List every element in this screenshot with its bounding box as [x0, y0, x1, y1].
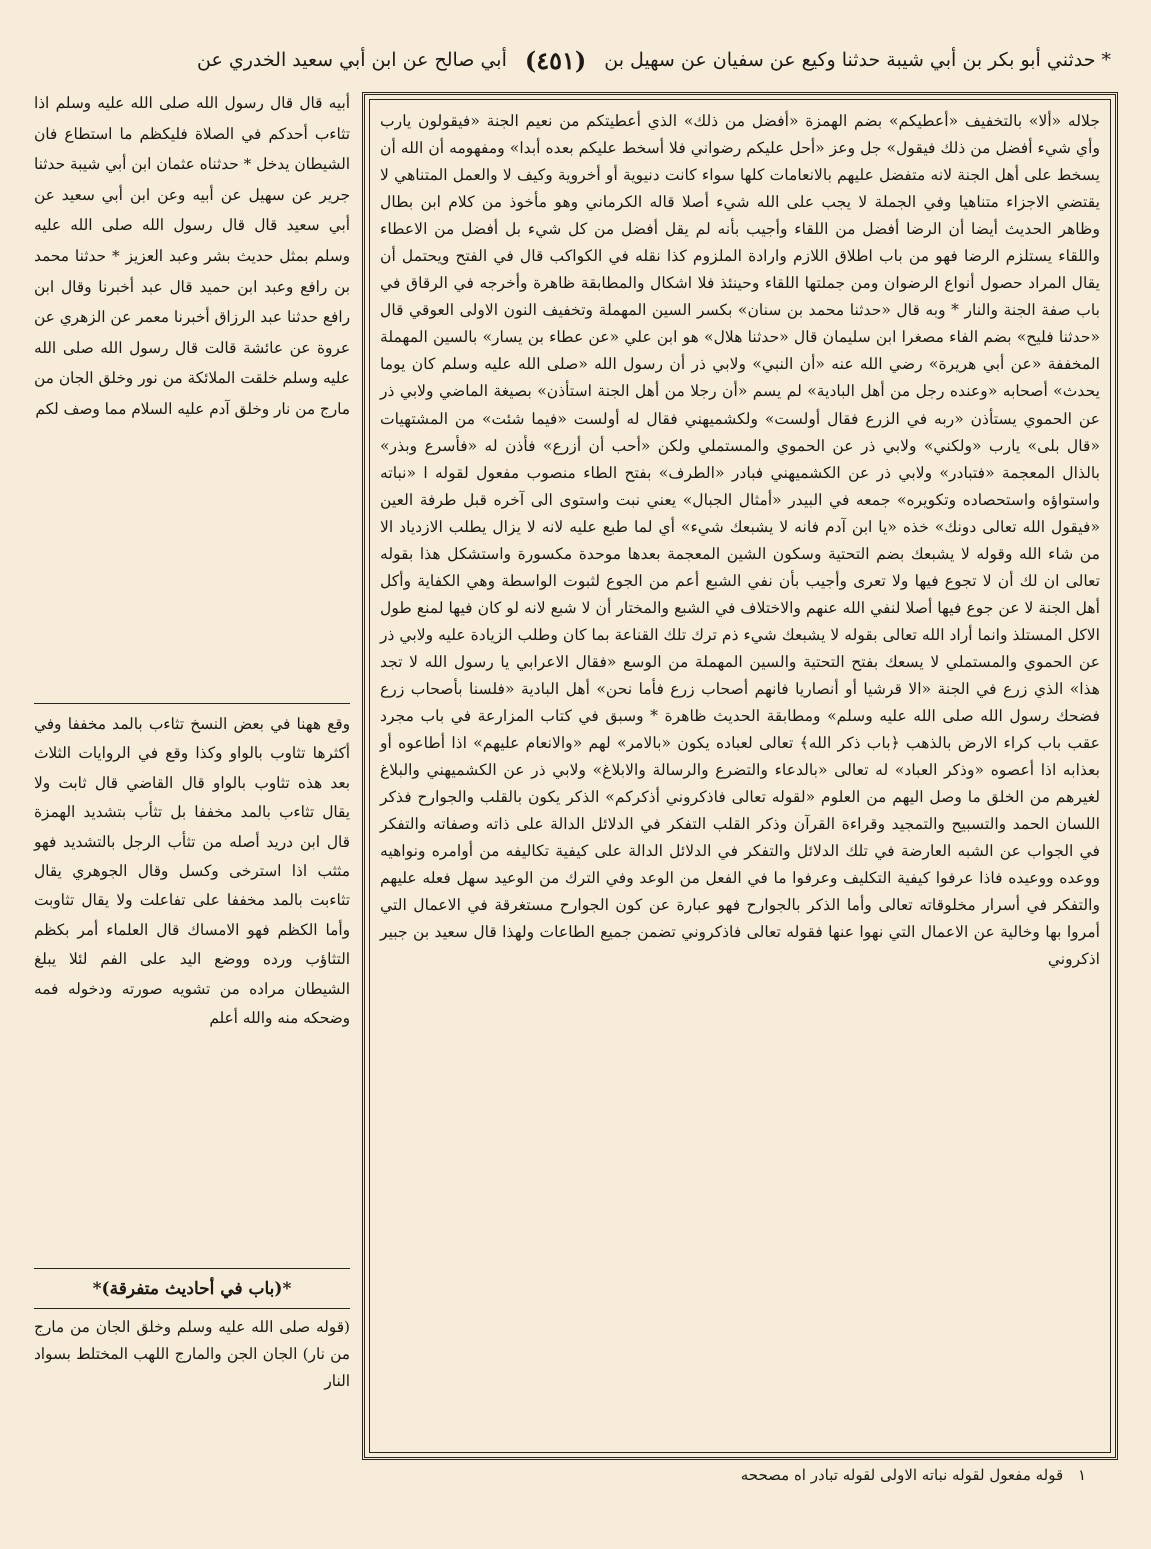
hadith-text: أبيه قال قال رسول الله صلى الله عليه وسلم اذا تثاءب أحدكم في الصلاة فليكظم ما استطاع فان الشيطان يدخل * حدثناه عثمان ابن أبي شيبة حدثنا جرير عن سهيل عن أبيه وعن ابن أبي سعيد عن أبي سعيد قال قال رسول الله صلى الله عليه وسلم بمثل حديث بشر وعبد العزيز * حدثنا محمد بن رافع وعبد ابن حميد قال عبد أخبرنا وقال ابن رافع حدثنا عبد الرزاق أخبرنا معمر عن الزهري عن عروة عن عائشة قالت قال رسول الله صلى الله عليه وسلم خلقت الملائكة من نور وخلق الجان من مارج من نار وخلق آدم عليه السلام مما وصف لكم [34, 94, 350, 418]
section-divider [34, 703, 350, 704]
chapter-divider-top [34, 1268, 350, 1269]
chapter-heading: *(باب في أحاديث متفرقة)* [92, 1279, 292, 1299]
nawawi-commentary-column [34, 710, 350, 1270]
side-note [34, 1314, 350, 1474]
commentary-frame [362, 92, 1118, 1460]
page-header [40, 36, 1111, 84]
page-number: (٤٥١) [524, 45, 587, 75]
nawawi-commentary-text: وقع ههنا في بعض النسخ تثاءب بالمد مخففا وفي أكثرها تثاوب بالواو وكذا وقع في الروايات الثلاث بعد هذه تثاوب بالواو قال القاضي قال ثابت ولا يقال تثاءب بالمد مخففا بل تثأب بتشديد الهمزة قال ابن دريد أصله من تثأب الرجل بالتشديد فهو مثثب اذا استرخى وكسل وقال الجوهري يقال تثاءبت بالمد مخففا على تفاعلت ولا يقال تثاوبت وأما الكظم فهو الامساك قال العلماء أمر بكظم التثاؤب ورده ووضع اليد على الفم لئلا يبلغ الشيطان مراده من تشويه صورته ودخوله فمه وضحكه منه والله أعلم [34, 715, 350, 1028]
header-hadith-start: * حدثني أبو بكر بن أبي شيبة حدثنا وكيع عن سفيان عن سهيل بن [604, 49, 1111, 71]
hadith-column [34, 88, 350, 700]
footnote-text: قوله مفعول لقوله نباته الاولى لقوله تبادر اه مصححه [740, 1466, 1064, 1484]
side-note-text: (قوله صلى الله عليه وسلم وخلق الجان من مارج من نار) الجان الجن والمارج اللهب المختلط بسواد النار [34, 1318, 350, 1390]
footnote [370, 1462, 1110, 1488]
header-hadith-continuation: أبي صالح عن ابن أبي سعيد الخدري عن [197, 49, 507, 71]
commentary-text: جلاله «ألا» بالتخفيف «أعطيكم» بضم الهمزة «أفضل من ذلك» الذي أعطيتكم من نعيم الجنة «فيقولون يارب وأي شيء أفضل من ذلك فيقول» جل وعز «أحل عليكم رضواني فلا أسخط عليكم بعده أبدا» ومفهومه أن الله أن يسخط على أهل الجنة لانه متفضل عليهم بالانعامات كلها سواء كانت دنيوية أو أخروية وكيف لا والعمل المتناهي لا يقتضي الاجزاء متناهيا وفي الجملة لا يجب على الله شيء أصلا قاله الكرماني وهو مأخوذ من كلام ابن بطال وظاهر الحديث أيضا أن الرضا أفضل من اللقاء وأجيب بأنه لم يقل أفضل من كل شيء بل أفضل من الاعطاء واللقاء يستلزم الرضا فهو من باب اطلاق اللازم وارادة الملزوم كذا نقله في الكواكب قال في الفتح ويحتمل أن يقال المراد حصول أنواع الرضوان ومن جملتها اللقاء وحينئذ فلا اشكال والمطابقة ظاهرة وأخرجه في الرقاق في باب صفة الجنة والنار * وبه قال «حدثنا محمد بن سنان» بكسر السين المهملة وتخفيف النون الاولى العوقي قال «حدثنا فليح» بضم الفاء مصغرا ابن سليمان قال «حدثنا هلال» هو ابن علي «عن عطاء بن يسار» بالسين المهملة المخففة «عن أبي هريرة» رضي الله عنه «أن النبي» ولابي ذر أن رسول الله «صلى الله عليه وسلم كان يوما يحدث» أصحابه «وعنده رجل من أهل البادية» لم يسم «أن رجلا من أهل الجنة استأذن» بصيغة الماضي ولابي ذر عن الحموي يستأذن «ربه في الزرع فقال أولست» ولكشميهني فقال له أولست «فيما شئت» من المشتهيات «قال بلى» يارب «ولكني» ولابي ذر عن الحموي والمستملي ولكن «أحب أن أزرع» فأذن له «فأسرع وبذر» بالذال المعجمة «فتبادر» ولابي ذر عن الكشميهني فبادر «الطرف» بفتح الطاء منصوب مفعول لقوله ا «نباته واستواؤه واستحصاده وتكويره» جمعه في البيدر «أمثال الجبال» يعني نبت واستوى الى آخره قبل طرفة العين «فيقول الله تعالى دونك» خذه «يا ابن آدم فانه لا يشبعك شيء» أي لما طبع عليه لانه لا يزال يطلب الازدياد الا من شاء الله وقوله لا يشبعك بضم التحتية وسكون الشين المعجمة بعدها موحدة مكسورة واستشكل هذا بقوله تعالى ان لك أن لا تجوع فيها ولا تعرى وأجيب بأن نفي الشبع أعم من الجوع لثبوت الواسطة وهي الكفاية وأكل أهل الجنة لا عن جوع فيها أصلا لنفي الله عنهم والاختلاف في الشبع والمختار أن لا شبع لانه لو كان فيها لمنع طول الاكل المستلذ وانما أراد الله تعالى بقوله لا يشبعك شيء ذم ترك تلك القناعة بما كان وطلب الزيادة عليه ولابي ذر عن الحموي والمستملي لا يسعك بفتح التحتية والسين المهملة من الوسع «فقال الاعرابي يا رسول الله لا تجد هذا» الذي زرع في الجنة «الا قرشيا أو أنصاريا فانهم أصحاب زرع فأما نحن» أهل البادية «فلسنا بأصحاب زرع فضحك رسول الله صلى الله عليه وسلم» ومطابقة الحديث ظاهرة * وسبق في كتاب المزارعة في باب مجرد عقب باب كراء الارض بالذهب ﴿باب ذكر الله﴾ تعالى لعباده يكون «بالامر» لهم «والانعام عليهم» اذا أطاعوه أو بعذابه اذا أعصوه «وذكر العباد» له تعالى «بالدعاء والتضرع والرسالة والابلاغ» ولابي ذر عن الكشميهني والبلاغ لغيرهم من الخلق ما وصل اليهم من العلوم «لقوله تعالى فاذكروني أذكركم» الذكر يكون بالقلب والجوارح فذكر اللسان الحمد والتسبيح والتمجيد وقراءة القرآن وذكر القلب التفكر في الدلائل الدالة على ذاته وصفاته والتفكر في الجواب عن الشبه العارضة في تلك الدلائل والتفكر في الدلائل الدالة على كيفية تكاليفه من أوامره ونواهيه ووعده ووعيده فاذا عرفوا كيفية التكليف وعرفوا ما في الفعل من الوعد وفي الترك من الوعيد سهل فعله عليهم والتفكر في أسرار مخلوقاته تعالى وأما الذكر بالجوارح فهو عبارة عن كون الجوارح مستغرقة في الاعمال التي أمروا بها وخالية عن الاعمال التي نهوا عنها فقوله تعالى فاذكروني تضمن جميع الطاعات ولهذا قال سعيد بن جبير اذكروني [380, 112, 1100, 969]
footnote-number: ١ [1077, 1466, 1086, 1484]
chapter-divider-bottom [34, 1308, 350, 1309]
commentary-body [369, 99, 1111, 1453]
